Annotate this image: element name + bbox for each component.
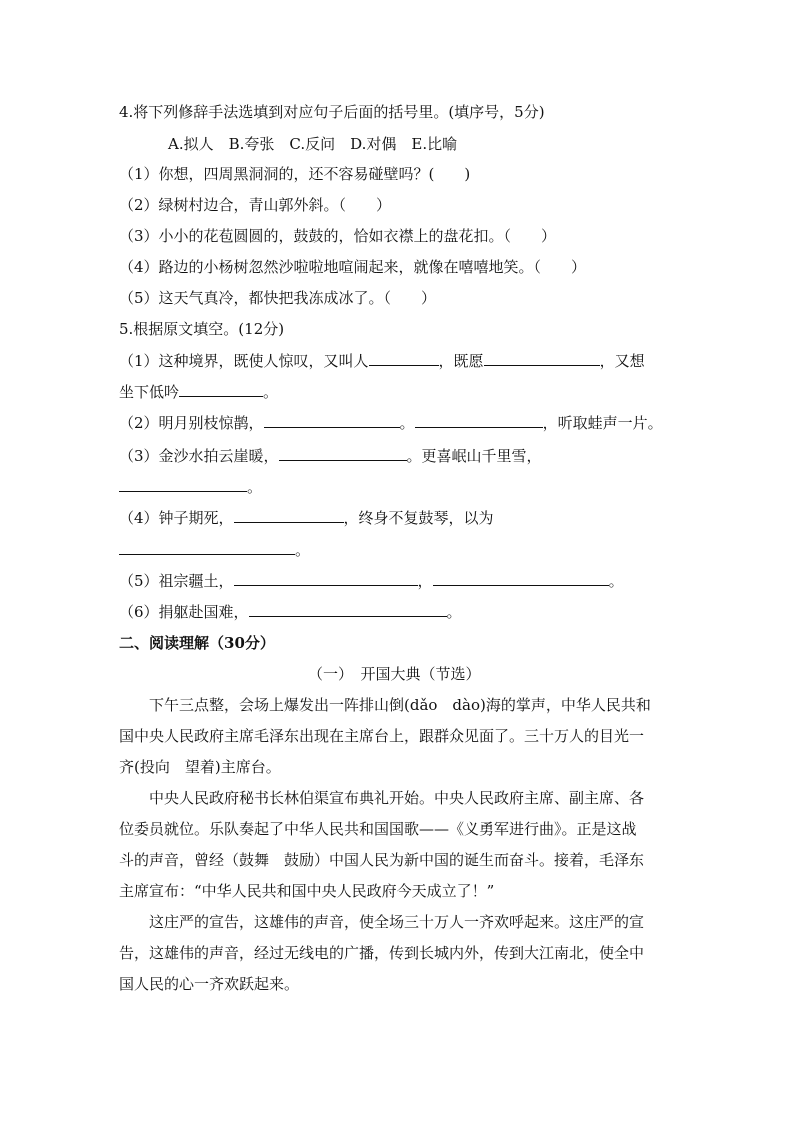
passage-line-2: 国中央人民政府主席毛泽东出现在主席台上，跟群众见面了。三十万人的目光一 (119, 727, 645, 745)
q4-item-5: （5）这天气真冷，都快把我冻成冰了。（ ） (119, 289, 437, 307)
passage-line-7: 主席宣布：“中华人民共和国中央人民政府今天成立了！” (119, 882, 495, 900)
q5-l3-text-a: （3）金沙水拍云崖暖， (119, 447, 279, 465)
q5-l1-text-d: 坐下低吟 (119, 383, 180, 401)
passage-line-3: 齐(投向 望着)主席台。 (119, 758, 281, 776)
q4-item-2: （2）绿树村边合，青山郭外斜。（ ） (119, 196, 392, 214)
q5-line-4 (119, 508, 494, 528)
q5-l1-text-e: 。 (263, 383, 279, 401)
blank-5a[interactable] (234, 571, 418, 586)
q5-l3-text-c: 。 (247, 478, 263, 496)
q4-item-4: （4）路边的小杨树忽然沙啦啦地喧闹起来，就像在嘻嘻地笑。（ ） (119, 258, 587, 276)
q5-line-5 (119, 571, 624, 591)
q5-l1-text-a: （1）这种境界，既使人惊叹，又叫人 (119, 352, 369, 370)
q4-item-3: （3）小小的花苞圆圆的，鼓鼓的，恰如衣襟上的盘花扣。（ ） (119, 227, 557, 245)
blank-2b[interactable] (415, 413, 543, 428)
passage-line-6: 斗的声音，曾经（鼓舞 鼓励）中国人民为新中国的诞生而奋斗。接着，毛泽东 (119, 851, 645, 869)
blank-3b[interactable] (119, 477, 247, 492)
blank-6a[interactable] (249, 602, 447, 617)
passage-line-4: 中央人民政府秘书长林伯渠宣布典礼开始。中央人民政府主席、副主席、各 (149, 789, 645, 807)
q4-item-1: （1）你想，四周黑洞洞的，还不容易碰壁吗？( ) (119, 165, 471, 183)
blank-1c[interactable] (179, 382, 263, 397)
q5-line-3 (119, 446, 542, 466)
q5-l2-text-a: （2）明月别枝惊鹊， (119, 414, 264, 432)
blank-3a[interactable] (279, 446, 407, 461)
q5-line-1 (119, 351, 645, 371)
section-heading: 二、阅读理解（30分） (119, 634, 275, 652)
q5-l2-text-b: 。 (399, 414, 415, 432)
q5-l4-text-c: 。 (295, 541, 311, 559)
passage-line-10: 国人民的心一齐欢跃起来。 (119, 975, 300, 993)
q5-title: 5.根据原文填空。(12分) (119, 320, 285, 338)
q5-l3-text-b: 。更喜岷山千里雪， (406, 447, 542, 465)
q5-line-6 (119, 602, 462, 622)
blank-5b[interactable] (433, 571, 609, 586)
blank-4b[interactable] (119, 540, 295, 555)
passage-line-1: 下午三点整，会场上爆发出一阵排山倒(dǎo dào)海的掌声，中华人民共和 (149, 696, 651, 714)
q5-l2-text-c: ，听取蛙声一片。 (542, 414, 663, 432)
q5-l4-text-a: （4）钟子期死， (119, 509, 234, 527)
q5-l5-text-a: （5）祖宗疆土， (119, 572, 234, 590)
q5-l5-text-c: 。 (608, 572, 624, 590)
passage-line-8: 这庄严的宣告，这雄伟的声音，使全场三十万人一齐欢呼起来。这庄严的宣 (149, 913, 645, 931)
blank-2a[interactable] (264, 413, 400, 428)
q5-l6-text-b: 。 (446, 603, 462, 621)
q5-line-3-cont (119, 477, 262, 497)
passage-line-5: 位委员就位。乐队奏起了中华人民共和国国歌——《义勇军进行曲》。正是这战 (119, 820, 637, 838)
blank-4a[interactable] (234, 508, 344, 523)
q4-options: A.拟人 B.夸张 C.反问 D.对偶 E.比喻 (168, 135, 458, 153)
q5-line-1-cont (119, 382, 278, 402)
q5-l6-text-a: （6）捐躯赴国难， (119, 603, 249, 621)
blank-1b[interactable] (484, 351, 600, 366)
passage-title: （一） 开国大典（节选） (308, 665, 481, 683)
blank-1a[interactable] (369, 351, 439, 366)
q5-l5-text-b: ， (417, 572, 433, 590)
q5-l1-text-b: ，既愿 (438, 352, 484, 370)
q5-line-4-cont (119, 540, 310, 560)
q5-line-2 (119, 413, 663, 433)
q5-l4-text-b: ，终身不复鼓琴，以为 (343, 509, 494, 527)
q5-l1-text-c: ，又想 (599, 352, 645, 370)
passage-line-9: 告，这雄伟的声音，经过无线电的广播，传到长城内外，传到大江南北，使全中 (119, 944, 645, 962)
q4-title: 4.将下列修辞手法选填到对应句子后面的括号里。(填序号，5分) (119, 103, 545, 121)
